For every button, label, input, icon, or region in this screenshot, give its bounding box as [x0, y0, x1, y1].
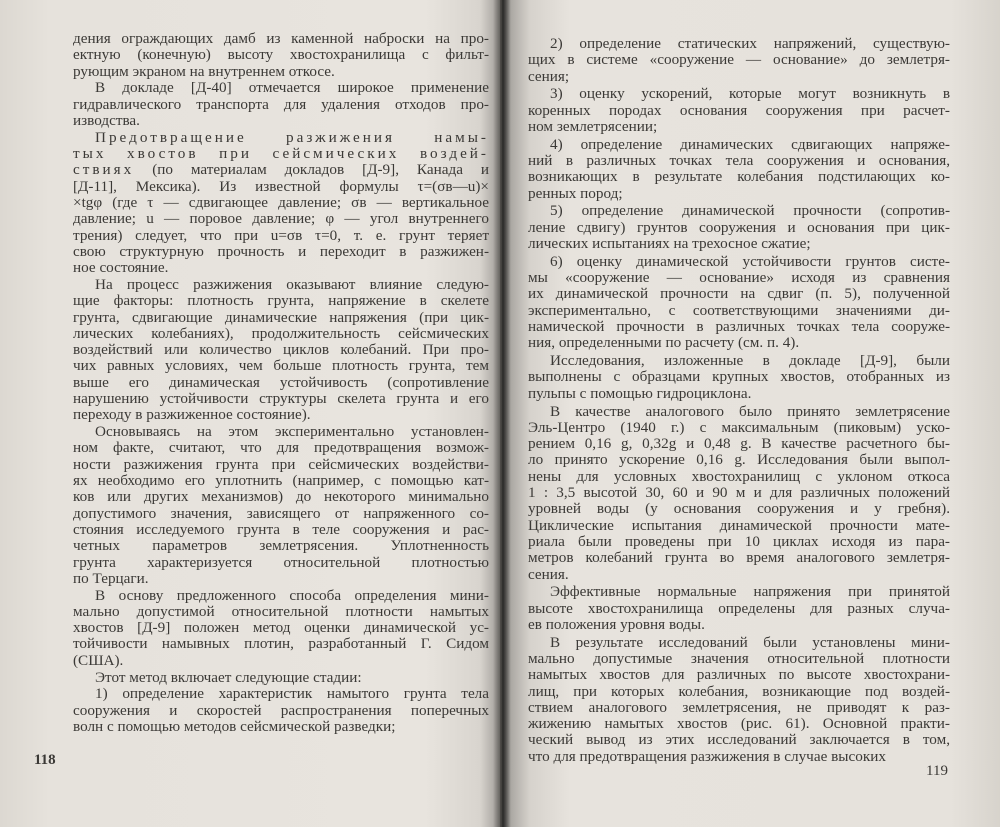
text-line: нарушению устойчивости структуры скелета грунта и его — [73, 391, 489, 408]
text-line: 1 : 3,5 высотой 30, 60 и 90 м и для различных положений — [528, 485, 950, 502]
paragraph — [528, 86, 950, 135]
left-page-text — [73, 31, 489, 736]
text-line: Исследования, изложенные в докладе [Д-9], были — [550, 353, 950, 370]
text-line: ренных пород; — [528, 185, 623, 202]
text-line: лищ, при которых колебания, возникающие под воздей- — [528, 683, 950, 700]
text-line: ния, определенными по расчету (см. п. 4). — [528, 335, 800, 352]
text-line: ном факте, считают, что для предотвращения возмож- — [73, 440, 489, 457]
page-number-right: 119 — [926, 763, 948, 779]
text-line: Предотвращение разжижения намы- — [95, 129, 489, 146]
text-line: В качестве аналогового было принято землетрясение — [550, 403, 950, 420]
paragraph — [528, 584, 950, 633]
paragraph — [528, 137, 950, 202]
text-line: чих равных условиях, чем больше плотность грунта, тем — [73, 358, 489, 375]
text-line: 1) определение характеристик намытого грунта тела — [95, 686, 489, 703]
text-line: уровней воды (у основания сооружения и у гребня). — [528, 501, 950, 518]
paragraph — [73, 277, 489, 424]
book-gutter — [493, 0, 511, 827]
text-line: сения. — [528, 566, 569, 583]
paragraph — [73, 588, 489, 669]
text-line: ×tgφ (где τ — сдвигающее давление; σв — вертикальное — [73, 194, 489, 211]
text-line: 4) определение динамических сдвигающих напряже- — [550, 136, 950, 153]
text-line: Эффективные нормальные напряжения при принятой — [550, 584, 950, 601]
text-line: четных параметров землетрясения. Уплотненность — [73, 538, 489, 555]
text-line: коренных породах основания сооружения при расчет- — [528, 102, 950, 119]
text-line: переходу в разжиженное состояние). — [73, 407, 311, 424]
paragraph — [528, 404, 950, 583]
text-line: ков или других механизмов) до некоторого минимально — [73, 489, 489, 506]
text-line: 3) оценку ускорений, которые могут возникнуть в — [550, 86, 950, 103]
text-line: щие факторы: плотность грунта, напряжение в скелете — [73, 293, 489, 310]
text-line: сения; — [528, 68, 570, 85]
text-line: жижению намытых хвостов (рис. 61). Основной практи- — [528, 716, 950, 733]
text-line: хвостов [Д-9] положен метод оценки динамической ус- — [73, 620, 489, 637]
text-line: 5) определение динамической прочности (сопротив- — [550, 203, 950, 220]
text-line: намической прочности в различных точках тела сооруже- — [528, 319, 950, 336]
text-line: В докладе [Д-40] отмечается широкое применение — [95, 80, 489, 97]
text-line: волн с помощью методов сейсмической разведки; — [73, 718, 396, 735]
text-line: В результате исследований были установлены мини- — [550, 634, 950, 651]
text-line: ческий вывод из этих исследований заключается в том, — [528, 732, 950, 749]
text-line: 2) определение статических напряжений, существую- — [550, 36, 950, 52]
text-line: сооружения и скоростей распространения поперечных — [73, 702, 489, 719]
paragraph — [528, 254, 950, 352]
text-line: их динамической прочности на сдвиг (п. 5), полученной — [528, 286, 950, 303]
text-line: ектную (конечную) высоту хвостохранилища с фильт- — [73, 47, 489, 64]
text-line: [Д-11], Мексика). Из известной формулы τ=(σв—u)× — [73, 178, 489, 195]
text-line: ствием аналогового землетрясения, не приводят к раз- — [528, 699, 950, 716]
text-line: риала были проведены при 10 циклах исходя из пара- — [528, 533, 950, 550]
text-line: грунта характеризуется относительной плотностью — [73, 554, 489, 571]
text-line: нены для условных хвостохранилищ с уклоном откоса — [528, 468, 950, 485]
text-line: выше его динамическая устойчивость (сопротивление — [73, 374, 489, 391]
text-line: лических колебаниях), продолжительность сейсмических — [73, 325, 489, 342]
text-line: ное состояние. — [73, 260, 169, 277]
text-line: щих в системе «сооружение — основание» до землетря- — [528, 52, 950, 69]
text-line: допустимого значения, зависящего от напряженного со- — [73, 505, 489, 522]
page-number-left: 118 — [34, 752, 56, 768]
text-line: ний в различных точках тела сооружения и основания, — [528, 153, 950, 170]
text-line: На процесс разжижения оказывают влияние следую- — [95, 276, 489, 293]
text-line: рующим экраном на внутреннем откосе. — [73, 63, 335, 80]
text-line: возникающих в результате колебания подстилающих ко- — [528, 169, 950, 186]
text-line: тойчивости намывных плотин, разработанный Г. Сидом — [73, 636, 489, 653]
paragraph — [528, 203, 950, 252]
text-line: рением 0,16 g, 0,32g и 0,48 g. В качестве расчетного бы- — [528, 436, 950, 453]
text-line: воздействий или количество циклов колебаний. При про- — [73, 342, 489, 359]
text-line: намытых хвостов для различных по высоте хвостохрани- — [528, 667, 950, 684]
text-line: Основываясь на этом экспериментально установлен- — [95, 424, 489, 441]
text-line: дения ограждающих дамб из каменной наброски на про- — [73, 31, 489, 47]
text-line: трения) следует, что при u=σв τ=0, т. е. грунт теряет — [73, 227, 489, 244]
text-line: давление; u — поровое давление; φ — угол внутреннего — [73, 211, 489, 228]
text-line: ствиях (по материалам докладов [Д-9], Канада и — [73, 162, 489, 179]
paragraph — [528, 36, 950, 85]
text-line: Эль-Центро (1940 г.) с максимальным (пиковым) уско- — [528, 419, 950, 436]
spaced-word: ствиях — [73, 162, 135, 179]
text-line: Циклические испытания динамической прочности мате- — [528, 517, 950, 534]
text-line: В основу предложенного способа определения мини- — [95, 587, 489, 604]
text-line: ление сдвигу) грунтов сооружения и основания при цик- — [528, 219, 950, 236]
text-line: что для предотвращения разжижения в случае высоких — [528, 748, 886, 765]
paragraph — [528, 353, 950, 402]
text-line: выполнены с образцами крупных хвостов, отобранных из — [528, 369, 950, 386]
paragraph — [73, 686, 489, 735]
text-line: стояния исследуемого грунта в теле сооружения и рас- — [73, 521, 489, 538]
text-line: метров колебаний грунта во время аналогового землетря- — [528, 550, 950, 567]
text-line: ях необходимо его уплотнить (например, с помощью кат- — [73, 473, 489, 490]
text-line: мально допустимой относительной плотности намытых — [73, 603, 489, 620]
text-line: пульпы с помощью гидроциклона. — [528, 385, 752, 402]
text-line: грунта, сдвигающие динамические напряжения (при цик- — [73, 309, 489, 326]
text-line: Этот метод включает следующие стадии: — [95, 669, 362, 686]
paragraph — [73, 31, 489, 80]
paragraph — [73, 670, 489, 686]
right-page-text — [528, 36, 950, 767]
text-line: экспериментально, с соответствующими значениями ди- — [528, 302, 950, 319]
text-line: ло принято ускорение 0,16 g. Исследования были выпол- — [528, 452, 950, 469]
text-line: ном землетрясении; — [528, 118, 658, 135]
text-line: ности разжижения грунта при сейсмических воздействи- — [73, 456, 489, 473]
text-line: изводства. — [73, 112, 140, 129]
text-line: мы «сооружение — основание» исходя из сравнения — [528, 270, 950, 287]
text-line: ев положения уровня воды. — [528, 616, 705, 633]
text-line: (США). — [73, 652, 124, 669]
text-line: мально допустимые значения относительной плотности — [528, 650, 950, 667]
text-line: лических испытаниях на трехосное сжатие; — [528, 236, 811, 253]
paragraph — [73, 80, 489, 129]
paragraph — [73, 130, 489, 277]
text-line: высоте хвостохранилища определены для разных случа- — [528, 600, 950, 617]
paragraph — [73, 424, 489, 587]
text-line: гидравлического транспорта для удаления отходов про- — [73, 96, 489, 113]
text-line: 6) оценку динамической устойчивости грунтов систе- — [550, 253, 950, 270]
text-line: свою структурную прочность и переходит в разжижен- — [73, 243, 489, 260]
text-line: тых хвостов при сейсмических воздей- — [73, 146, 489, 163]
paragraph — [528, 635, 950, 765]
text-line: по Терцаги. — [73, 570, 149, 587]
